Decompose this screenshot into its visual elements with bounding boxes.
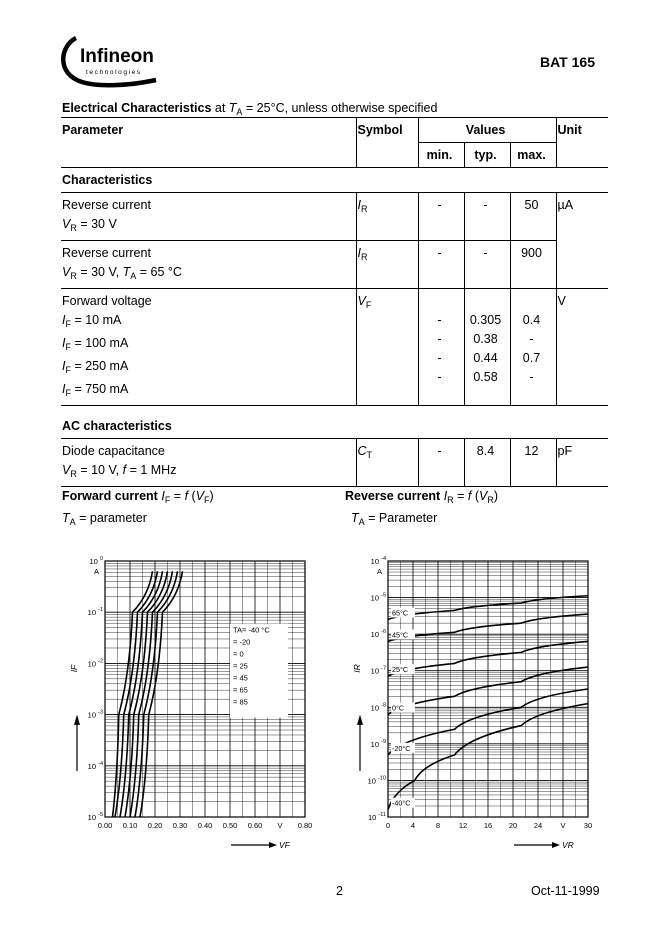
y-tick-label: 10 $^{-2}$ [87, 658, 103, 669]
col-symbol: Symbol [356, 118, 418, 168]
group-ac: AC characteristics [62, 418, 172, 433]
x-tick-label: 0.10 [122, 821, 138, 830]
legend-title: TA= -40 °C [233, 625, 270, 635]
col-typ: typ. [464, 143, 510, 168]
series-label: -20°C [392, 743, 411, 753]
x-tick-label: 0 [385, 821, 391, 830]
logo-text: Infineon [80, 46, 154, 67]
x-tick-label: 0.00 [97, 821, 113, 830]
infineon-logo [58, 32, 168, 90]
x-tick-label: 0.80 [297, 821, 313, 830]
section-heading: Electrical Characteristics at $T_A = 25^\circ C$, unless otherwise specified [62, 101, 438, 117]
x-tick-label: V [277, 821, 283, 830]
rev-chart-param: $T_A$ = Parameter [351, 511, 438, 527]
x-tick-label: 0.30 [172, 821, 188, 830]
col-parameter: Parameter [62, 123, 124, 137]
x-tick-label: 16 [483, 821, 493, 830]
x-tick-label: 24 [533, 821, 543, 830]
x-tick-label: 30 [583, 821, 593, 830]
y-arrow-head [357, 715, 363, 725]
y-tick-label: 10 $^{-8}$ [370, 702, 386, 713]
y-arrow-head [74, 715, 80, 725]
table-row: Reverse current $V_R = 30$ V, $T_A = 65$ °C $I_R$ - - 900 [61, 241, 608, 289]
table-row: Diode capacitance $V_R = 10$ V, f = 1 MHz $C_T$ - 8.4 12 pF [61, 438, 608, 486]
x-tick-label: V [560, 821, 566, 830]
legend-item: = 45 [233, 673, 248, 683]
col-unit: Unit [556, 118, 608, 143]
y-tick-label: 10 $^{-6}$ [370, 629, 386, 640]
y-tick-label: 10 $^{-3}$ [87, 709, 103, 720]
x-tick-label: 12 [458, 821, 468, 830]
legend-item: = 65 [233, 685, 248, 695]
table-row: Reverse current $V_R = 30$ V $I_R$ - - 50 µA [61, 193, 608, 241]
y-tick-label: 10 $^{-4}$ [87, 760, 103, 771]
table-row: Forward voltage $I_F = 10$ mA $I_F = 100$ mA $I_F = 250$ mA $I_F = 750$ mA $V_F$ - - - - 0.305 0.38 0.44 0.58 0.4 - 0.7 - V [61, 289, 608, 406]
y-tick-label: 10 $^{-11}$ [368, 812, 386, 822]
page-number: 2 [336, 884, 343, 898]
group-characteristics: Characteristics [62, 173, 153, 187]
x-tick-label: 0.40 [197, 821, 213, 830]
series-label: 25°C [392, 665, 409, 675]
legend-item: = 0 [233, 649, 244, 659]
x-tick-label: 0.50 [222, 821, 238, 830]
series-label: -40°C [392, 798, 411, 808]
y-tick-label: 10 $^{-7}$ [370, 665, 386, 676]
fwd-chart-param: $T_A$ = parameter [62, 511, 147, 527]
x-tick-label: 0.20 [147, 821, 163, 830]
y-tick-label: 10 $^{-10}$ [367, 775, 386, 786]
legend-item: = 25 [233, 661, 248, 671]
x-tick-label: 20 [508, 821, 518, 830]
x-tick-label: 4 [410, 821, 416, 830]
y-tick-label: 10 $^{-5}$ [87, 812, 103, 822]
x-axis-label: VF [279, 840, 290, 850]
series-label: 45°C [392, 630, 409, 640]
col-max: max. [510, 143, 556, 168]
y-tick-label: 10 $^{-9}$ [370, 738, 386, 749]
y-tick-label: 10 $^{-5}$ [370, 592, 386, 603]
part-number: BAT 165 [540, 54, 595, 70]
legend-item: = 85 [233, 697, 248, 707]
series-label: 65°C [392, 608, 409, 618]
y-axis-label: IR [352, 664, 362, 673]
x-tick-label: 0.60 [247, 821, 263, 830]
y-unit-label: A [93, 567, 99, 576]
x-tick-label: 8 [435, 821, 441, 830]
logo-subtext: technologies [86, 69, 142, 76]
y-unit-label: A [376, 567, 382, 576]
fwd-chart-title: Forward current $I_F = f$ $(V_F)$ [62, 489, 214, 505]
col-min: min. [418, 143, 464, 168]
legend-item: = -20 [233, 637, 251, 647]
series-label: 0°C [392, 703, 405, 713]
rev-chart-title: Reverse current $I_R = f$ $(V_R)$ [345, 489, 499, 505]
col-values: Values [418, 118, 556, 143]
x-axis-label: VR [562, 840, 574, 850]
reverse-current-chart [338, 548, 608, 858]
x-arrow-head [269, 842, 277, 848]
x-arrow-head [552, 842, 560, 848]
characteristics-table [61, 117, 608, 487]
y-tick-label: 10 $^{-1}$ [87, 607, 103, 618]
doc-date: Oct-11-1999 [531, 884, 600, 898]
y-axis-label: IF [69, 664, 79, 673]
forward-current-chart [55, 548, 325, 858]
y-tick-label: 10 $^0$ [89, 556, 103, 566]
y-tick-label: 10 $^{-4}$ [370, 556, 386, 566]
